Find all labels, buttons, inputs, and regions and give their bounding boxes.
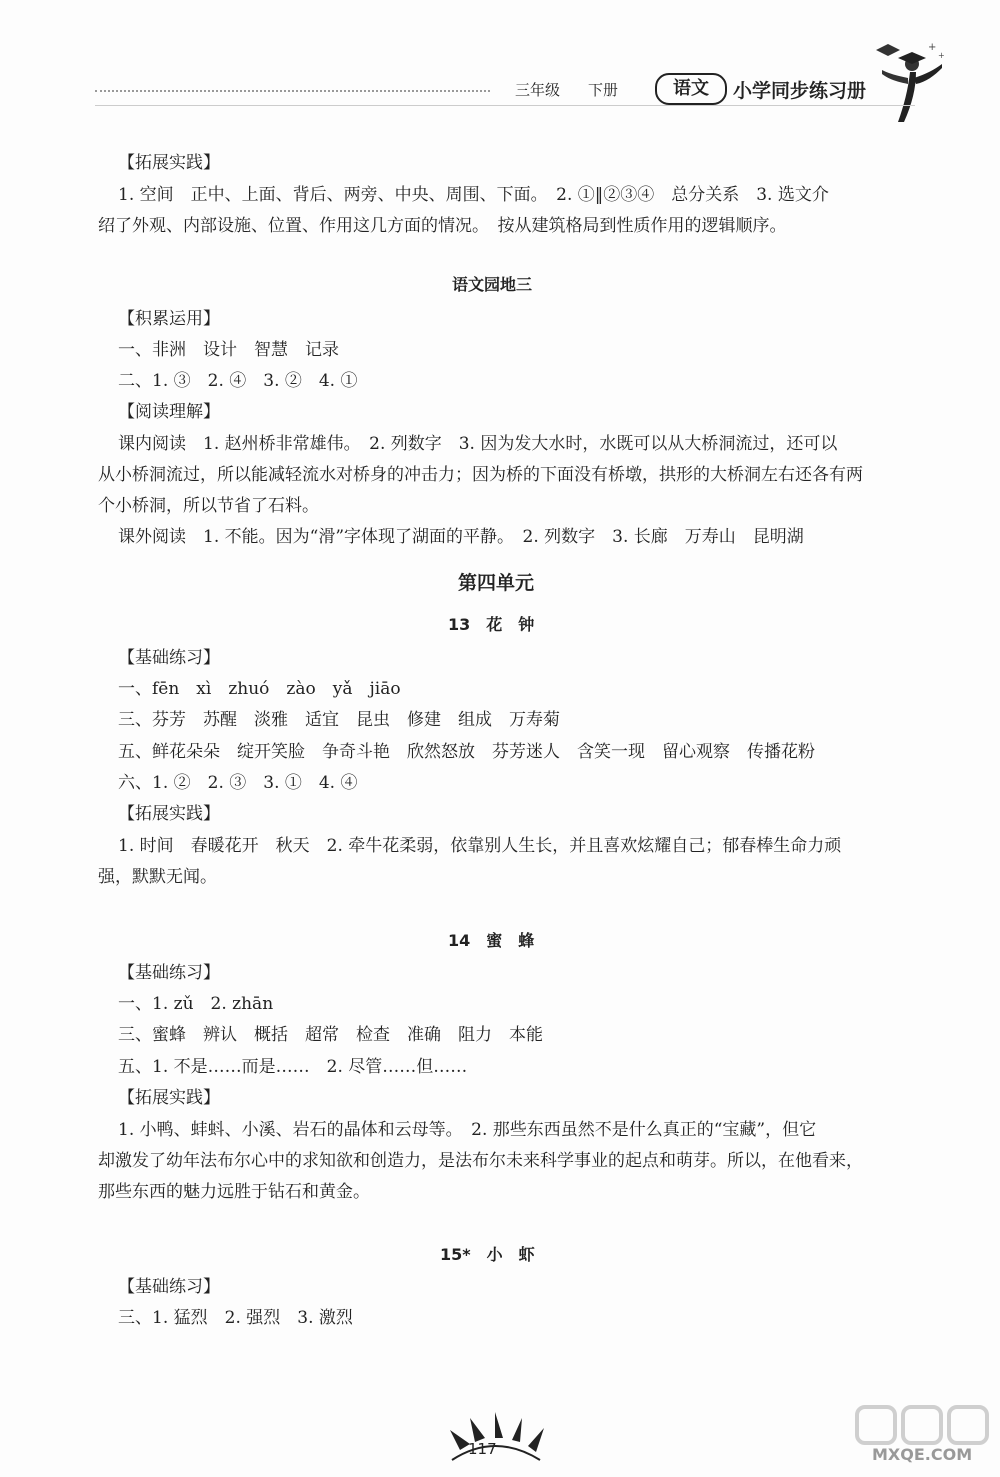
text-line: 二、1. ③ 2. ④ 3. ② 4. ① <box>118 371 358 391</box>
svg-text:+: + <box>938 51 945 60</box>
text-line: 却激发了幼年法布尔心中的求知欲和创造力，是法布尔未来科学事业的起点和萌芽。所以，在他看来， <box>98 1151 863 1171</box>
text-line: 1. 时间 春暖花开 秋天 2. 牵牛花柔弱，依靠别人生长，并且喜欢炫耀自己；郁春棒生命力顽 <box>118 836 842 856</box>
section-heading: 【阅读理解】 <box>118 402 220 422</box>
text-line: 五、鲜花朵朵 绽开笑脸 争奇斗艳 欣然怒放 芬芳迷人 含笑一现 留心观察 传播花粉 <box>118 742 815 762</box>
unit-title: 第四单元 <box>458 572 535 594</box>
section-heading: 【拓展实践】 <box>118 804 220 824</box>
section-heading: 【基础练习】 <box>118 963 220 983</box>
section-heading: 【拓展实践】 <box>118 1088 220 1108</box>
text-line: 课内阅读 1. 赵州桥非常雄伟。 2. 列数字 3. 因为发大水时，水既可以从大桥洞流过，还可以 <box>118 434 838 454</box>
text-line: 个小桥洞，所以节省了石料。 <box>98 496 319 516</box>
header-grade: 三年级 <box>515 81 561 99</box>
watermark-text: MXQE.COM <box>872 1445 973 1464</box>
section-heading: 【基础练习】 <box>118 1277 220 1297</box>
text-line: 三、蜜蜂 辨认 概括 超常 检查 准确 阻力 本能 <box>118 1025 543 1045</box>
section-heading: 【拓展实践】 <box>118 153 220 173</box>
graduate-logo-icon <box>868 40 948 125</box>
text-line: 三、芬芳 苏醒 淡雅 适宜 昆虫 修建 组成 万寿菊 <box>118 710 560 730</box>
header-dotted-rule <box>95 90 490 92</box>
text-line: 强，默默无闻。 <box>98 867 217 887</box>
svg-text:+: + <box>928 42 937 53</box>
header-book-title: 小学同步练习册 <box>733 80 867 102</box>
text-line: 那些东西的魅力远胜于钻石和黄金。 <box>98 1182 370 1202</box>
text-line: 一、1. zǔ 2. zhān <box>118 994 274 1014</box>
text-line: 1. 空间 正中、上面、背后、两旁、中央、周围、下面。 2. ①‖②③④ 总分关系 3. 选文介 <box>118 185 829 205</box>
section-heading: 【基础练习】 <box>118 648 220 668</box>
text-line: 一、非洲 设计 智慧 记录 <box>118 340 339 360</box>
lesson-title: 15* 小 虾 <box>440 1245 535 1264</box>
header-underline <box>95 105 915 106</box>
text-line: 1. 小鸭、蚌蚪、小溪、岩石的晶体和云母等。 2. 那些东西虽然不是什么真正的“宝藏”，但它 <box>118 1120 817 1140</box>
text-line: 一、fēn xì zhuó zào yǎ jiāo <box>118 679 401 699</box>
text-line: 从小桥洞流过，所以能减轻流水对桥身的冲击力；因为桥的下面没有桥墩，拱形的大桥洞左右还各有两 <box>98 465 863 485</box>
text-line: 三、1. 猛烈 2. 强烈 3. 激烈 <box>118 1308 353 1328</box>
header-subject-badge: 语文 <box>655 73 727 105</box>
text-line: 五、1. 不是……而是…… 2. 尽管……但…… <box>118 1057 468 1077</box>
text-line: 课外阅读 1. 不能。因为“滑”字体现了湖面的平静。 2. 列数字 3. 长廊 万寿山 昆明湖 <box>118 527 804 547</box>
lesson-title: 14 蜜 蜂 <box>448 931 535 950</box>
section-heading: 【积累运用】 <box>118 309 220 329</box>
header-volume: 下册 <box>588 81 619 99</box>
text-line: 六、1. ② 2. ③ 3. ① 4. ④ <box>118 773 358 793</box>
lesson-title: 13 花 钟 <box>448 615 535 634</box>
lesson-title: 语文园地三 <box>452 275 533 294</box>
page-number: 117 <box>468 1440 497 1458</box>
text-line: 绍了外观、内部设施、位置、作用这几方面的情况。 按从建筑格局到性质作用的逻辑顺序。 <box>98 216 787 236</box>
